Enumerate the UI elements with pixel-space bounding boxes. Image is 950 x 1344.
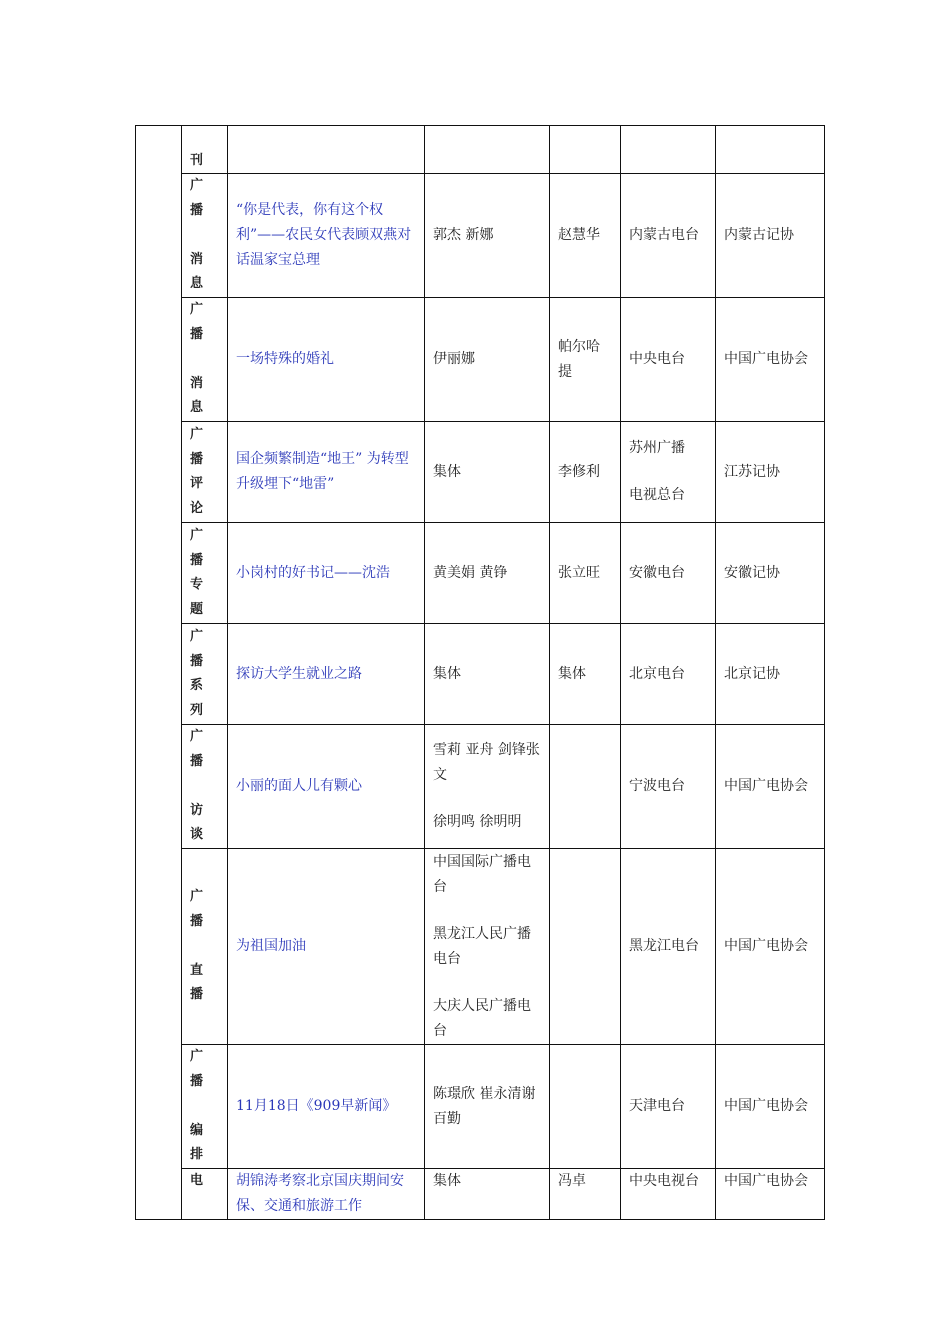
category-char: 息 [190, 276, 204, 292]
category-char: 播 [190, 987, 204, 1003]
unit-line: 黑龙江电台 [629, 938, 699, 954]
author-cell [425, 126, 550, 174]
editor-cell: 张立旺 [550, 523, 621, 624]
unit-line: 宁波电台 [629, 778, 685, 794]
author-line: 伊丽娜 [433, 351, 475, 367]
table-row [136, 1045, 825, 1169]
blank-column [136, 126, 182, 1220]
category-char: 播 [190, 451, 204, 467]
table-row [136, 174, 825, 298]
unit-line: 中央电台 [629, 351, 685, 367]
category-cell [182, 298, 228, 422]
table-row [136, 298, 825, 422]
author-line: 集体 [433, 1173, 461, 1189]
category-char: 专 [190, 577, 204, 592]
title-cell: “你是代表，你有这个权利”——农民女代表顾双燕对话温家宝总理 [228, 174, 425, 298]
category-char: 编 [190, 1122, 204, 1138]
table-row [136, 422, 825, 523]
editor-cell: 帕尔哈提 [550, 298, 621, 422]
category-char: 息 [190, 400, 204, 416]
unit-cell [621, 849, 716, 1045]
title-cell: 为祖国加油 [228, 849, 425, 1045]
unit-line: 中央电视台 [629, 1173, 699, 1189]
title-cell [228, 126, 425, 174]
category-char: 播 [190, 653, 204, 669]
recommender-cell: 江苏记协 [716, 422, 825, 523]
author-cell [425, 174, 550, 298]
editor-cell [550, 849, 621, 1045]
author-cell [425, 849, 550, 1045]
unit-cell [621, 523, 716, 624]
category-char: 消 [190, 375, 204, 391]
editor-cell [550, 725, 621, 849]
category-char: 刊 [190, 152, 204, 168]
category-char: 广 [190, 1049, 204, 1065]
author-cell [425, 1169, 550, 1220]
unit-cell [621, 422, 716, 523]
unit-cell [621, 298, 716, 422]
category-char: 播 [190, 1073, 204, 1089]
recommender-cell: 中国广电协会 [716, 725, 825, 849]
title-cell: 胡锦涛考察北京国庆期间安保、交通和旅游工作 [228, 1169, 425, 1220]
author-line: 集体 [433, 665, 461, 682]
category-cell [182, 1169, 228, 1220]
editor-cell [550, 126, 621, 174]
category-char: 广 [190, 629, 204, 644]
recommender-cell: 内蒙古记协 [716, 174, 825, 298]
editor-cell: 冯卓 [550, 1169, 621, 1220]
author-line: 黑龙江人民广播电台 [433, 925, 531, 967]
category-char: 系 [190, 678, 204, 693]
category-char: 电 [190, 1173, 204, 1188]
unit-cell [621, 624, 716, 725]
category-char: 广 [190, 528, 204, 543]
unit-cell [621, 174, 716, 298]
table-row [136, 1169, 825, 1220]
author-cell [425, 725, 550, 849]
unit-line: 电视总台 [629, 487, 685, 503]
editor-cell: 集体 [550, 624, 621, 725]
unit-line: 北京电台 [629, 665, 685, 682]
category-cell [182, 624, 228, 725]
category-char: 播 [190, 326, 204, 342]
category-char: 广 [190, 302, 204, 318]
table-row [136, 523, 825, 624]
recommender-cell: 中国广电协会 [716, 298, 825, 422]
author-cell [425, 1045, 550, 1169]
category-char: 播 [190, 552, 204, 568]
title-cell: 小丽的面人儿有颗心 [228, 725, 425, 849]
award-table [135, 125, 825, 1220]
category-char: 消 [190, 251, 204, 267]
unit-line: 内蒙古电台 [629, 227, 699, 243]
category-cell [182, 422, 228, 523]
category-char: 播 [190, 913, 204, 929]
author-line: 陈璟欣 崔永清谢百勤 [433, 1085, 536, 1127]
recommender-cell [716, 126, 825, 174]
category-char: 列 [190, 702, 204, 718]
table-row [136, 849, 825, 1045]
category-char: 访 [190, 802, 204, 818]
recommender-cell: 中国广电协会 [716, 1169, 825, 1220]
table-row [136, 624, 825, 725]
author-line: 大庆人民广播电台 [433, 997, 531, 1039]
category-char: 排 [190, 1147, 204, 1163]
unit-line: 苏州广播 [629, 440, 685, 456]
title-cell: 11月18日《909早新闻》 [228, 1045, 425, 1169]
editor-cell: 李修利 [550, 422, 621, 523]
category-char: 播 [190, 753, 204, 769]
recommender-cell: 中国广电协会 [716, 1045, 825, 1169]
category-cell [182, 1045, 228, 1169]
author-line: 集体 [433, 463, 461, 480]
table-row [136, 725, 825, 849]
recommender-cell: 北京记协 [716, 624, 825, 725]
author-cell [425, 624, 550, 725]
unit-cell [621, 126, 716, 174]
unit-line: 安徽电台 [629, 564, 685, 581]
category-cell [182, 174, 228, 298]
title-cell: 小岗村的好书记——沈浩 [228, 523, 425, 624]
unit-cell [621, 1169, 716, 1220]
author-cell [425, 298, 550, 422]
title-cell: 国企频繁制造“地王” 为转型升级埋下“地雷” [228, 422, 425, 523]
category-char: 论 [190, 500, 204, 516]
category-char: 广 [190, 178, 204, 194]
category-cell [182, 725, 228, 849]
unit-line: 天津电台 [629, 1098, 685, 1114]
title-cell: 探访大学生就业之路 [228, 624, 425, 725]
author-line: 黄美娟 黄铮 [433, 564, 508, 581]
editor-cell [550, 1045, 621, 1169]
author-line: 徐明鸣 徐明明 [433, 814, 522, 830]
title-cell: 一场特殊的婚礼 [228, 298, 425, 422]
author-cell [425, 422, 550, 523]
category-cell [182, 849, 228, 1045]
author-cell [425, 523, 550, 624]
category-char: 播 [190, 202, 204, 218]
category-char: 题 [190, 601, 204, 617]
editor-cell: 赵慧华 [550, 174, 621, 298]
category-cell [182, 523, 228, 624]
category-char: 广 [190, 427, 204, 442]
recommender-cell: 安徽记协 [716, 523, 825, 624]
category-char: 直 [190, 962, 204, 978]
category-char: 广 [190, 729, 204, 745]
table-row [136, 126, 825, 174]
author-line: 中国国际广播电台 [433, 853, 531, 895]
category-cell [182, 126, 228, 174]
category-char: 广 [190, 889, 204, 905]
unit-cell [621, 1045, 716, 1169]
category-char: 谈 [190, 827, 204, 843]
recommender-cell: 中国广电协会 [716, 849, 825, 1045]
category-char: 评 [190, 476, 204, 491]
author-line: 郭杰 新娜 [433, 227, 494, 243]
unit-cell [621, 725, 716, 849]
author-line: 雪莉 亚舟 剑锋张文 [433, 742, 540, 783]
